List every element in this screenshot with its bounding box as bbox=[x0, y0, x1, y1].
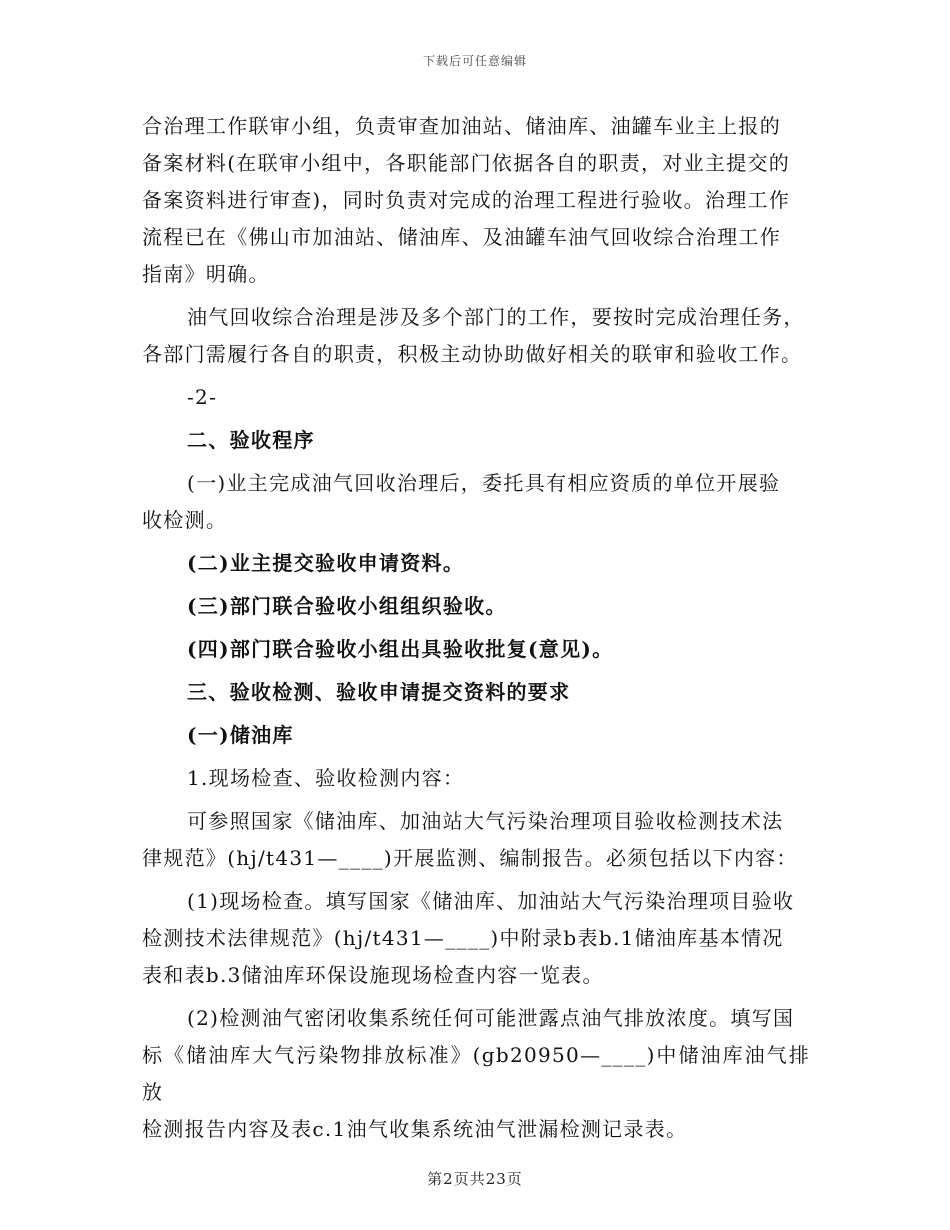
body-text-line: 备案资料进行审查)，同时负责对完成的治理工程进行验收。治理工作 bbox=[142, 188, 791, 212]
body-text-line: 检测报告内容及表c.1油气收集系统油气泄漏检测记录表。 bbox=[142, 1117, 688, 1141]
section-heading: (一)储油库 bbox=[187, 723, 294, 747]
body-text-line: 可参照国家《储油库、加油站大气污染治理项目验收检测技术法 bbox=[187, 809, 784, 833]
body-text-line: 1.现场检查、验收检测内容： bbox=[187, 766, 465, 790]
body-text-line: 律规范》(hj/t431—____)开展监测、编制报告。必须包括以下内容： bbox=[142, 846, 798, 870]
body-text-line: 流程已在《佛山市加油站、储油库、及油罐车油气回收综合治理工作 bbox=[142, 225, 781, 249]
body-text-line: 备案材料(在联审小组中，各职能部门依据各自的职责，对业主提交的 bbox=[142, 151, 791, 175]
page-header: 下载后可任意编辑 bbox=[422, 54, 527, 68]
body-text-line: 标《储油库大气污染物排放标准》(gb20950—____)中储油库油气排放 bbox=[142, 1043, 810, 1104]
body-text-line: 各部门需履行各自的职责，积极主动协助做好相关的联审和验收工作。 bbox=[142, 342, 803, 366]
section-heading: (三)部门联合验收小组组织验收。 bbox=[187, 594, 507, 618]
body-text-line: (1)现场检查。填写国家《储油库、加油站大气污染治理项目验收 bbox=[187, 889, 795, 913]
body-text-line: (一)业主完成油气回收治理后，委托具有相应资质的单位开展验 bbox=[187, 471, 781, 495]
section-heading: 三、验收检测、验收申请提交资料的要求 bbox=[187, 680, 571, 704]
body-text-line: 合治理工作联审小组，负责审查加油站、储油库、油罐车业主上报的 bbox=[142, 114, 781, 138]
section-heading: (二)业主提交验收申请资料。 bbox=[187, 551, 465, 575]
body-text-line: 指南》明确。 bbox=[142, 262, 270, 286]
page-footer: 第2页共23页 bbox=[427, 1170, 523, 1188]
body-text-line: -2- bbox=[187, 385, 218, 409]
body-text-line: 检测技术法律规范》(hj/t431—____)中附录b表b.1储油库基本情况 bbox=[142, 926, 784, 950]
document-body bbox=[142, 108, 810, 1148]
body-text-line: 表和表b.3储油库环保设施现场检查内容一览表。 bbox=[142, 963, 604, 987]
section-heading: 二、验收程序 bbox=[187, 428, 315, 452]
body-text-line: 油气回收综合治理是涉及多个部门的工作，要按时完成治理任务， bbox=[187, 305, 805, 329]
section-heading: (四)部门联合验收小组出具验收批复(意见)。 bbox=[187, 637, 614, 661]
body-text-line: 收检测。 bbox=[142, 508, 228, 532]
body-text-line: (2)检测油气密闭收集系统任何可能泄露点油气排放浓度。填写国 bbox=[187, 1006, 795, 1030]
